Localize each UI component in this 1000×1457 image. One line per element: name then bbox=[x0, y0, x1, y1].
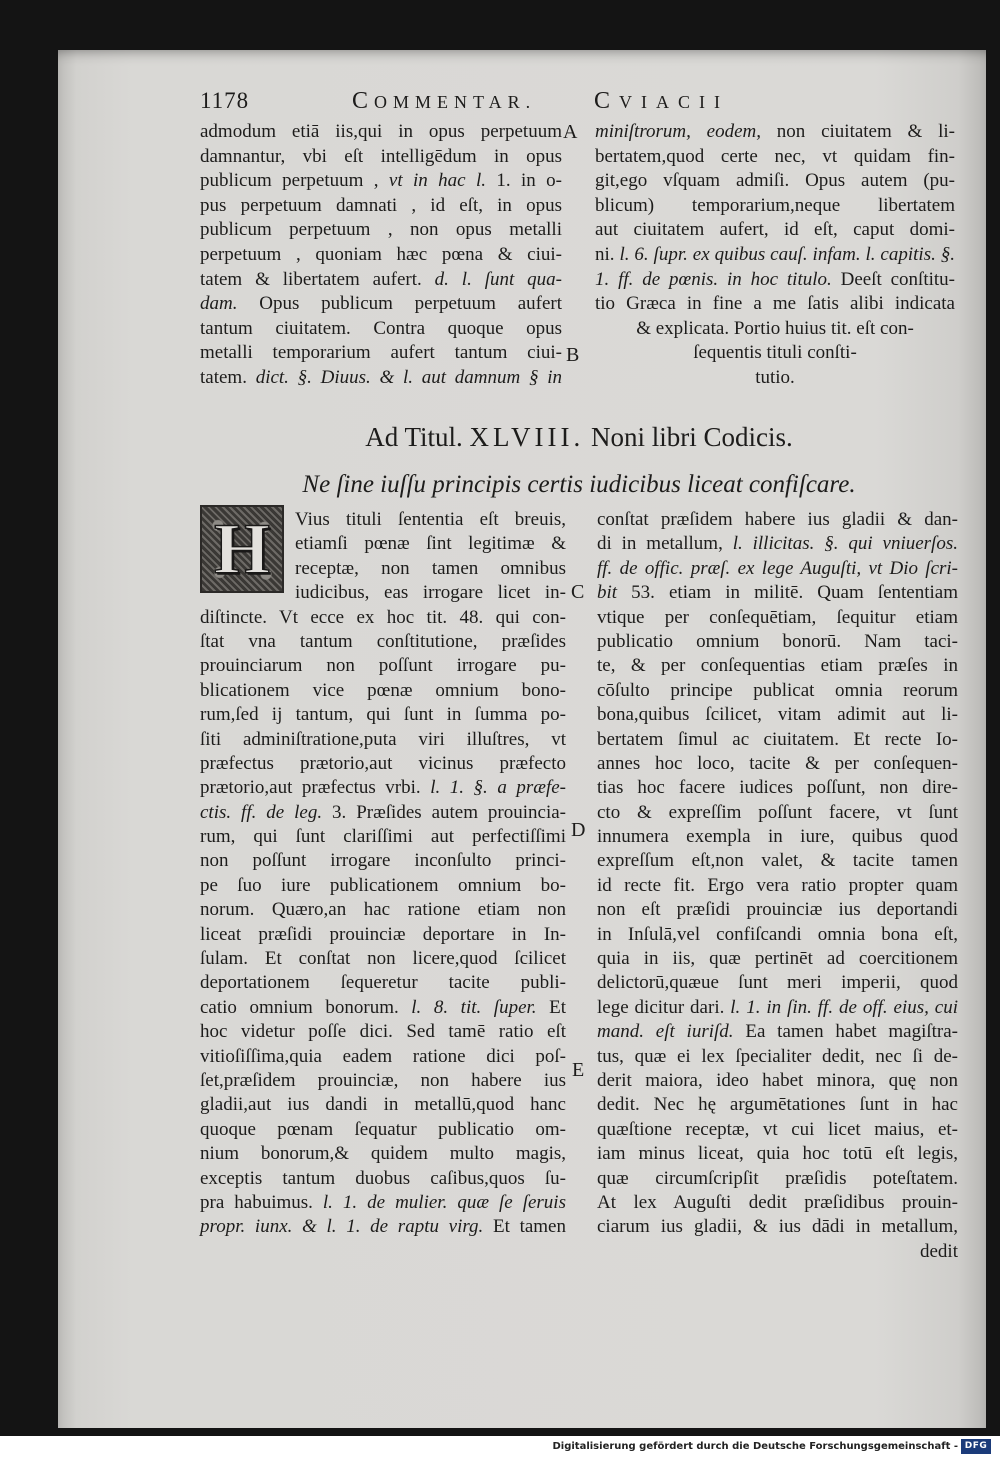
text-run: præfectus prætorio,aut vicinus præfecto bbox=[200, 752, 566, 774]
text-line bbox=[597, 1020, 958, 1044]
text-run: bertatem ſimul ac ciuitatem. Et recte Io- bbox=[597, 728, 958, 750]
text-line bbox=[200, 703, 566, 727]
page-number: 1178 bbox=[200, 88, 250, 113]
text-run: Vius tituli ſententia eſt breuis, bbox=[295, 509, 566, 530]
text-run: rum, qui ſunt clariſſimi aut perfectiſſimi bbox=[200, 826, 566, 848]
text-line bbox=[595, 145, 955, 170]
text-run: ſulam. Et conſtat non licere,quod ſcilicet bbox=[200, 948, 566, 970]
text-run: 1. in o- bbox=[486, 170, 562, 192]
funding-note: Digitalisierung gefördert durch die Deutsche Forschungsgemeinschaft - bbox=[552, 1441, 958, 1452]
italic-citation: vt in hac l. bbox=[388, 170, 486, 192]
text-run: Et tamen bbox=[483, 1216, 566, 1238]
text-run: ſequentis tituli conſti- bbox=[693, 342, 857, 364]
text-line bbox=[200, 169, 562, 194]
text-run: dedit. Nec hę argumētationes ſunt in hac bbox=[597, 1094, 958, 1116]
text-run: innumera exempla in iure, quibus quod bbox=[597, 826, 958, 848]
text-line bbox=[200, 145, 562, 170]
italic-citation: l. 6. ſupr. ex quibus cauſ. infam. l. capitis. §. bbox=[619, 243, 955, 265]
text-run: admodum etiā iis,qui in opus perpetuum bbox=[200, 121, 562, 142]
margin-marker-a: A bbox=[563, 121, 578, 143]
text-line bbox=[200, 268, 562, 293]
section-title: Ne ſine iuſſu principis certis iudicibus liceat confiſcare. bbox=[302, 471, 856, 498]
text-run: nium bonorum,& quidem multo magis, bbox=[200, 1143, 566, 1165]
text-line bbox=[295, 532, 566, 556]
text-line bbox=[597, 971, 958, 995]
text-line bbox=[200, 1142, 566, 1166]
text-line bbox=[295, 557, 566, 581]
italic-citation: mand. eſt iuriſd. bbox=[597, 1021, 734, 1043]
text-line bbox=[597, 703, 958, 727]
text-line bbox=[295, 581, 566, 605]
text-run: publicatio omnium bonorū. Nam taci- bbox=[597, 630, 958, 652]
text-line bbox=[200, 1093, 566, 1117]
text-run: git,ego vſquam admiſi. Opus autem (pu- bbox=[595, 170, 955, 192]
text-line bbox=[597, 849, 958, 873]
text-line bbox=[597, 630, 958, 654]
text-line bbox=[200, 120, 562, 145]
text-run: iam minus liceat, quia hoc totū eſt legis, bbox=[597, 1143, 958, 1165]
text-line bbox=[597, 825, 958, 849]
text-line bbox=[597, 1191, 958, 1215]
text-run: metalli temporarium aufert tantum ciui- bbox=[200, 342, 562, 364]
text-line bbox=[597, 1069, 958, 1093]
initial-letter: H bbox=[213, 509, 270, 589]
text-run: cōſulto principe publicat omnia reorum bbox=[597, 679, 958, 701]
italic-citation: d. l. ſunt qua- bbox=[434, 268, 562, 290]
text-run: quæ circumſcripſit præſidis poteſtatem. bbox=[597, 1167, 958, 1189]
text-line bbox=[200, 1191, 566, 1215]
text-run: catio omnium bonorum. bbox=[200, 996, 412, 1018]
text-run: receptæ, non tamen omnibus bbox=[295, 557, 566, 579]
text-run: deportationem ſequeretur tacite publi- bbox=[200, 972, 566, 994]
text-run: rum,ſed ij tantum, qui ſunt in ſumma po- bbox=[200, 704, 566, 726]
text-line bbox=[200, 606, 566, 630]
text-run: ſiti adminiſtratione,puta viri illuſtres, vt bbox=[200, 728, 566, 750]
running-title-left: COMMENTAR. bbox=[352, 88, 537, 114]
text-run: 3. Præſides autem prouincia- bbox=[322, 801, 566, 823]
text-run: bona,quibus ſcilicet, vitam adimit aut li- bbox=[597, 704, 958, 726]
text-line bbox=[295, 508, 566, 532]
text-run: annes hoc loco, tacite & per conſequen- bbox=[597, 752, 958, 774]
text-run: publicum perpetuum , non opus metalli bbox=[200, 219, 562, 241]
italic-citation: ctis. ff. de leg. bbox=[200, 801, 323, 823]
text-run: liceat præſidi prouinciæ deportare in In- bbox=[200, 923, 566, 945]
running-title-right: CVIACII bbox=[594, 88, 730, 114]
text-run: etiamſi pœnæ ſint legitimæ & bbox=[295, 533, 566, 555]
italic-citation: ff. de offic. præſ. ex lege Auguſti, vt Dio ſcri- bbox=[597, 557, 958, 579]
text-line bbox=[200, 752, 566, 776]
italic-citation: dam. bbox=[200, 293, 238, 315]
text-line bbox=[200, 243, 562, 268]
text-run: iudicibus, eas irrogare licet in- bbox=[295, 582, 566, 604]
text-run: derit maiora, ideo habet minora, quę non bbox=[597, 1069, 958, 1091]
text-line bbox=[200, 654, 566, 678]
text-run: pe ſuo iure publicationem omnium bo- bbox=[200, 874, 566, 896]
text-run: prouinciarum non poſſunt irrogare pu- bbox=[200, 655, 566, 677]
text-run: conſtat præſidem habere ius gladii & dan- bbox=[597, 509, 958, 530]
text-line bbox=[200, 874, 566, 898]
italic-citation: l. illicitas. §. qui vniuerſos. bbox=[732, 533, 958, 555]
text-line bbox=[200, 923, 566, 947]
text-line bbox=[200, 292, 562, 317]
text-run: te, & per conſequentias etiam præſes in bbox=[597, 655, 958, 677]
italic-citation: l. 1. de mulier. quæ ſe ſeruis bbox=[322, 1191, 566, 1213]
text-run: diſtincte. Vt ecce ex hoc tit. 48. qui con- bbox=[200, 606, 566, 628]
text-run: Opus publicum perpetuum aufert bbox=[237, 293, 562, 315]
text-run: At lex Auguſti dedit præſidibus prouin- bbox=[597, 1191, 958, 1213]
text-run: gladii,aut ius dandi in metallū,quod hanc bbox=[200, 1094, 566, 1116]
text-line bbox=[597, 532, 958, 556]
text-run: tutio. bbox=[755, 366, 795, 388]
text-line bbox=[595, 292, 955, 317]
text-line bbox=[200, 1069, 566, 1093]
catchword: dedit bbox=[920, 1241, 958, 1262]
text-line bbox=[597, 947, 958, 971]
continuation-column-left bbox=[200, 120, 562, 391]
text-line bbox=[200, 801, 566, 825]
text-run: Ea tamen habet magiſtra- bbox=[733, 1021, 958, 1043]
text-line bbox=[200, 1215, 566, 1239]
text-line bbox=[200, 898, 566, 922]
text-line bbox=[200, 849, 566, 873]
text-line bbox=[597, 898, 958, 922]
text-run: non ciuitatem & li- bbox=[761, 121, 955, 142]
text-run: blicationem vice pœnæ omnium bono- bbox=[200, 679, 566, 701]
text-run: ni. bbox=[595, 243, 620, 265]
text-line bbox=[597, 874, 958, 898]
margin-marker-d: D bbox=[571, 819, 586, 841]
text-line bbox=[200, 1045, 566, 1069]
text-run: publicum perpetuum , bbox=[200, 170, 389, 192]
text-run: quia in iis, quæ pertinēt ad coercitionem bbox=[597, 948, 958, 970]
text-run: non poſſunt irrogare inconſulto princi- bbox=[200, 850, 566, 872]
margin-marker-b: B bbox=[566, 344, 580, 366]
text-line bbox=[200, 996, 566, 1020]
italic-citation: l. 1. in ſin. ff. de off. eius, cui bbox=[730, 996, 959, 1018]
text-run: hoc videtur poſſe dici. Sed tamē ratio eſt bbox=[200, 1021, 566, 1043]
text-line bbox=[597, 508, 958, 532]
text-run: lege dicitur dari. bbox=[597, 996, 731, 1018]
text-line bbox=[200, 366, 562, 391]
margin-marker-c: C bbox=[571, 581, 585, 603]
text-line bbox=[200, 1020, 566, 1044]
text-run: quæſtione receptæ, vt cui licet maius, et- bbox=[597, 1118, 958, 1140]
heading-suffix: Noni libri Codicis. bbox=[591, 422, 793, 452]
text-line bbox=[595, 366, 955, 391]
italic-citation: dict. §. Diuus. & l. aut damnum § in bbox=[255, 366, 562, 388]
text-run: tus, quæ ei lex ſpecialiter dedit, nec ſi de- bbox=[597, 1045, 958, 1067]
text-run: & explicata. Portio huius tit. eſt con- bbox=[636, 317, 914, 339]
text-run: expreſſum eſt,non valet, & tacite tamen bbox=[597, 850, 958, 872]
continuation-column-right bbox=[595, 120, 955, 391]
heading-prefix: Ad Titul. bbox=[365, 422, 463, 452]
text-line bbox=[597, 1093, 958, 1117]
text-line bbox=[597, 1045, 958, 1069]
margin-marker-e: E bbox=[572, 1059, 585, 1081]
text-run: di in metallum, bbox=[597, 533, 733, 555]
text-line bbox=[597, 1215, 958, 1239]
body-column-right bbox=[597, 508, 958, 1240]
text-line bbox=[597, 654, 958, 678]
text-line bbox=[200, 218, 562, 243]
text-run: tias hoc facere iudices poſſunt, non dire- bbox=[597, 777, 958, 799]
text-line bbox=[595, 341, 955, 366]
section-heading bbox=[200, 418, 958, 456]
text-run: prætorio,aut præfectus vrbi. bbox=[200, 777, 431, 799]
text-line bbox=[595, 194, 955, 219]
text-line bbox=[200, 1118, 566, 1142]
text-run: ciarum ius gladii, & ius dādi in metallum, bbox=[597, 1216, 958, 1238]
text-run: in Inſulā,vel confiſcandi omnia bona eſt, bbox=[597, 923, 958, 945]
text-run: cto & expreſſim poſſunt facere, vt ſunt bbox=[597, 801, 958, 823]
text-line bbox=[200, 194, 562, 219]
text-run: tantum ciuitatem. Contra quoque opus bbox=[200, 317, 562, 339]
text-line bbox=[597, 1142, 958, 1166]
text-run: vtique per conſequētiam, ſequitur etiam bbox=[597, 606, 958, 628]
text-line bbox=[597, 801, 958, 825]
text-run: damnantur, vbi eſt intelligēdum in opus bbox=[200, 145, 562, 167]
italic-citation: miniſtrorum, eodem, bbox=[595, 121, 762, 142]
text-line bbox=[200, 728, 566, 752]
text-line bbox=[200, 825, 566, 849]
text-line bbox=[595, 120, 955, 145]
text-line bbox=[597, 557, 958, 581]
text-line bbox=[200, 317, 562, 342]
italic-citation: bit bbox=[597, 582, 618, 604]
text-run: pus perpetuum damnati , id eſt, in opus bbox=[200, 194, 562, 216]
italic-citation: l. 8. tit. ſuper. bbox=[411, 996, 537, 1018]
italic-citation: propr. iunx. & l. 1. de raptu virg. bbox=[200, 1216, 484, 1238]
text-run: non eſt præſidi prouinciæ ius deportandi bbox=[597, 899, 958, 921]
text-line bbox=[597, 776, 958, 800]
text-line bbox=[595, 218, 955, 243]
text-line bbox=[597, 1167, 958, 1191]
text-line bbox=[597, 923, 958, 947]
italic-citation: l. 1. §. a præfe- bbox=[430, 777, 566, 799]
text-run: id recte fit. Ergo vera ratio propter quam bbox=[597, 874, 958, 896]
text-run: norum. Quæro,an hac ratione etiam non bbox=[200, 899, 566, 921]
text-line bbox=[200, 630, 566, 654]
text-run: pra habuimus. bbox=[200, 1191, 323, 1213]
text-line bbox=[595, 243, 955, 268]
text-run: 53. etiam in militē. Quam ſententiam bbox=[617, 582, 958, 604]
text-line bbox=[597, 1118, 958, 1142]
text-run: bertatem,quod certe nec, vt quidam fin- bbox=[595, 145, 955, 167]
text-run: quoque pœnam ſequatur publicatio om- bbox=[200, 1118, 566, 1140]
text-line bbox=[200, 341, 562, 366]
text-run: tatem & libertatem aufert. bbox=[200, 268, 435, 290]
text-line bbox=[595, 268, 955, 293]
text-line bbox=[200, 947, 566, 971]
text-run: tio Græca in fine a me ſatis alibi indicata bbox=[595, 293, 955, 315]
text-run: exceptis tantum duobus caſibus,quos ſu- bbox=[200, 1167, 566, 1189]
body-column-left bbox=[200, 508, 566, 1240]
text-run: tatem. bbox=[200, 366, 256, 388]
text-run: ſtat vna tantum conſtitutione, præſides bbox=[200, 630, 566, 652]
text-run: vitioſiſſima,quia eadem ratione dici poſ- bbox=[200, 1045, 566, 1067]
text-run: Et bbox=[536, 996, 566, 1018]
text-run: perpetuum , quoniam hæc pœna & ciui- bbox=[200, 243, 562, 265]
text-line bbox=[597, 996, 958, 1020]
text-line bbox=[200, 776, 566, 800]
text-run: blicum) temporarium,neque libertatem bbox=[595, 194, 955, 216]
text-line bbox=[200, 679, 566, 703]
text-run: ſet,præſidem prouinciæ, non habere ius bbox=[200, 1069, 566, 1091]
text-line bbox=[597, 679, 958, 703]
text-line bbox=[597, 728, 958, 752]
text-run: aut ciuitatem aufert, id eſt, caput domi- bbox=[595, 219, 955, 241]
dfg-logo: DFG bbox=[961, 1439, 991, 1454]
italic-citation: 1. ff. de pœnis. in hoc titulo. bbox=[595, 268, 832, 290]
text-line bbox=[595, 317, 955, 342]
text-line bbox=[595, 169, 955, 194]
text-run: Deeſt conſtitu- bbox=[831, 268, 955, 290]
text-line bbox=[597, 581, 958, 605]
text-line bbox=[200, 1167, 566, 1191]
text-line bbox=[200, 971, 566, 995]
text-line bbox=[597, 606, 958, 630]
text-line bbox=[597, 752, 958, 776]
heading-numeral: XLVIII. bbox=[469, 422, 585, 452]
text-run: delictorū,quæue ſunt meri imperii, quod bbox=[597, 972, 958, 994]
